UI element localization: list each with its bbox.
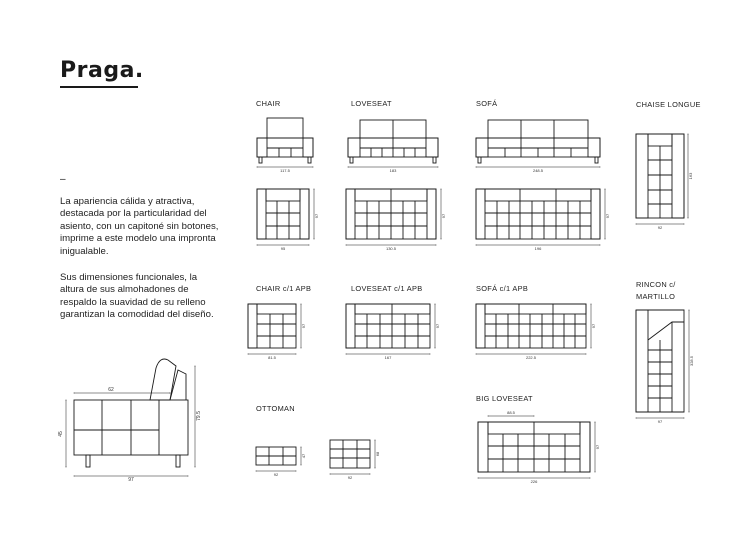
rincon-top-drawing	[636, 310, 689, 418]
chaise-top-drawing	[636, 134, 688, 224]
description-paragraph-1: La apariencia cálida y atractiva, destacada por la particularidad del asiento, con un capitoné sin botones, imprime a este modelo una impronta inigualable.	[60, 196, 219, 257]
dim-loveseat-front-w: 183	[389, 168, 397, 173]
dim-big-d: 97	[595, 444, 600, 450]
dim-ottoman2-w: 92	[347, 475, 353, 480]
chair-top-drawing	[257, 189, 314, 245]
label-sofa-apb: SOFÁ c/1 APB	[476, 284, 529, 293]
label-chair: CHAIR	[256, 99, 281, 108]
dim-ottoman1-d: 47	[301, 453, 306, 459]
dim-ottoman2-d: 68	[375, 451, 380, 457]
dim-loveseat-apb-w: 167	[384, 355, 392, 360]
dim-loveseat-top-w: 130.5	[385, 246, 397, 251]
sofa-front-drawing	[476, 120, 600, 167]
dim-sofa-front-w: 248.5	[532, 168, 544, 173]
dim-chair-apb-d: 97	[301, 323, 306, 329]
dim-loveseat-top-d: 97	[441, 213, 446, 219]
loveseat-apb-top-drawing	[346, 304, 435, 354]
dim-chair-top-d: 97	[314, 213, 319, 219]
dim-chair-front-w: 117.5	[280, 168, 290, 173]
dim-side-total-d: 97	[128, 477, 134, 483]
dim-big-total-w: 226	[530, 479, 538, 484]
page-title: Praga.	[60, 58, 144, 83]
dim-sofa-apb-d: 97	[591, 323, 596, 329]
sofa-top-drawing	[476, 189, 605, 245]
dim-side-seat-h: 45	[58, 431, 64, 437]
big-loveseat-top-drawing	[478, 416, 595, 478]
dim-chair-top-w: 95	[280, 246, 286, 251]
dim-big-seat-w: 88.5	[507, 410, 515, 415]
label-big-loveseat: BIG LOVESEAT	[476, 394, 533, 403]
dim-sofa-top-w: 196	[534, 246, 542, 251]
dim-side-total-h: 79.5	[196, 411, 202, 421]
side-view-drawing	[66, 359, 195, 476]
dim-sofa-apb-w: 222.5	[525, 355, 537, 360]
label-ottoman: OTTOMAN	[256, 404, 295, 413]
dim-loveseat-apb-d: 97	[435, 323, 440, 329]
dim-rincon-d: 328.5	[689, 355, 694, 367]
ottoman-top-drawing	[330, 440, 375, 474]
dim-chair-apb-w: 81.5	[268, 355, 276, 360]
label-rincon-martillo: RINCON c/ MARTILLO	[636, 280, 676, 301]
separator-dash: –	[60, 174, 66, 185]
dim-ottoman1-w: 92	[273, 472, 279, 477]
ottoman-front-drawing	[256, 447, 301, 471]
label-sofa: SOFÁ	[476, 99, 498, 108]
description-paragraph-2: Sus dimensiones funcionales, la altura de sus almohadones de respaldo la suavidad de su relleno garantizan la comodidad del diseño.	[60, 272, 214, 321]
chair-apb-top-drawing	[248, 304, 301, 354]
label-loveseat: LOVESEAT	[351, 99, 392, 108]
label-chair-apb: CHAIR c/1 APB	[256, 284, 312, 293]
dim-side-seat-d: 62	[108, 387, 114, 393]
label-chaise-longue: CHAISE LONGUE	[636, 100, 701, 109]
label-loveseat-apb: LOVESEAT c/1 APB	[351, 284, 423, 293]
loveseat-front-drawing	[348, 120, 438, 167]
dim-rincon-w: 97	[657, 419, 663, 424]
chair-front-drawing	[257, 118, 313, 167]
loveseat-top-drawing	[346, 189, 441, 245]
dim-chaise-d: 163	[688, 172, 693, 180]
dim-sofa-top-d: 97	[605, 213, 610, 219]
sofa-apb-top-drawing	[476, 304, 591, 354]
dim-chaise-w: 92	[657, 225, 663, 230]
